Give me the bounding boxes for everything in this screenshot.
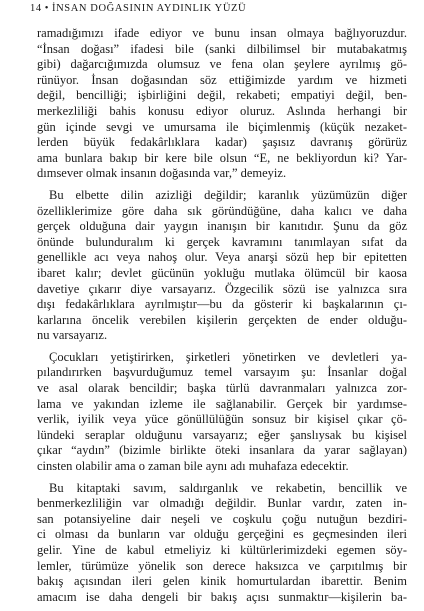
text-line: amacım ise daha dengeli bir bakış açısı sunmaktır—kişilerin ba- [37, 589, 407, 604]
text-line: ama bunlara bakıp bir kere bile olsun “E, ne bekliyordun ki? Yar- [37, 150, 407, 165]
text-line: nu varsayarız. [37, 328, 108, 343]
text-line: pılandırırken başvurduğumuz temel varsayım şu: İnsanlar doğal [37, 365, 407, 380]
text-line: Bu kitaptaki savım, saldırganlık ve rekabetin, bencillik ve [49, 480, 407, 495]
text-line: özelliklerimize göre daha sık göründüğüne, daha kalıcı ve daha [37, 203, 407, 218]
text-line: bakış açısından ileri gelen kinik homurtulardan ibarettir. Benim [37, 574, 407, 589]
text-line: ve asal olarak bencildir; başka türlü davranmaları yalnızca zor- [37, 381, 407, 396]
text-line: dımsever olmak insanın doğasında var,” demeyiz. [37, 166, 287, 181]
text-line: san potansiyeline dair neşeli ve coşkulu çoğu nutuğun bezdiri- [37, 511, 407, 526]
text-line: benmerkezliliğin var olmadığı değildir. Bunlar vardır, zaten in- [37, 496, 407, 511]
text-line: gün içinde sevgi ve umursama ile biçimlenmiş (küçük nezaket- [37, 119, 407, 134]
paragraph [37, 26, 407, 182]
text-line: karlarına öncelik verebilen kişilerin gerçekten de ender olduğu- [37, 312, 407, 327]
text-line: verlik, iyilik veya yüce gönüllülüğün sonsuz bir kişisel çıkar çö- [37, 412, 407, 427]
text-line: gibi) dağarcığımızda olumsuz ve fena olan şeylere ayrılmış gö- [37, 57, 407, 72]
paragraph [37, 188, 407, 344]
body-text [37, 26, 407, 611]
text-line: dışı fedakârlıklara ayrılmıştır—bu da gösterir ki başkalarının çı- [37, 297, 407, 312]
text-line: ci olması da bunların var olduğu gerçeğini es geçmesinden ileri [37, 527, 407, 542]
header-separator: • [44, 3, 49, 14]
text-line: lama ve yakından izleme ile sağlanabilir. Gerçek bir yardımse- [37, 396, 407, 411]
text-line: değil, bencilliği; işbirliğini değil, rekabeti; empatiyi değil, ben- [37, 88, 407, 103]
text-line: çıkar “aydın” (bizimle birlikte öteki insanlara da yarar sağlayan) [37, 443, 407, 458]
running-header [30, 3, 246, 14]
text-line: genellikle acı veya nahoş olur. Veya anarşi sözü hep bir epitetten [37, 250, 407, 265]
text-line: gelir. Yine de kabul etmeliyiz ki kültürlerimizdeki egemen söy- [37, 543, 407, 557]
text-line: ibaret kalır; devlet gücünün yokluğu mutlaka ölümcül bir kaosa [37, 265, 407, 280]
text-line: merkezliliği bahis konusu ediyor oluruz. Aslında herhangi bir [37, 103, 407, 118]
running-title: İNSAN DOĞASININ AYDINLIK YÜZÜ [51, 3, 247, 14]
text-line: lemler, türümüze yönelik son derece haksızca ve çarpıtılmış bir [37, 558, 407, 573]
paragraph [37, 481, 407, 606]
paragraph [37, 350, 407, 475]
text-line: lündeki seraplar olduğunu varsayarız; eğer şanslıysak bu kişisel [37, 427, 407, 442]
text-line: davetiye çıkarır diye varsayarız. Özgecilik sözü ise yalnızca sıra [37, 281, 407, 296]
text-line: “İnsan doğası” ifadesi bile (sanki dilbilimsel bir mutabakatmış [37, 41, 407, 56]
text-line: Çocukları yetiştirirken, şirketleri yönetirken ve devletleri ya- [49, 349, 407, 364]
text-line: Bu elbette dilin azizliği değildir; karanlık yüzümüzün diğer [49, 187, 407, 202]
text-line: ramadığımızı ifade ediyor ve bunu insan olmaya bağlıyoruzdur. [37, 26, 407, 40]
text-line: gerçek olduğuna dair yaygın inanışın bir kanıtıdır. Şunu da göz [37, 219, 407, 234]
text-line: lerden büyük fedakârlıklara kadar) şaşısız davranış görürüz [37, 135, 407, 150]
text-line: rünüyor. İnsan doğasından söz ettiğimizde yardım ve hizmeti [37, 72, 407, 87]
text-line: önünde bulunduralım ki gerçek kavramını tanımlayan sıfat da [37, 234, 407, 249]
page-number: 14 [30, 3, 42, 14]
text-line: cinsten olabilir ama o zaman bile aynı adı muhafaza edecektir. [37, 459, 349, 474]
